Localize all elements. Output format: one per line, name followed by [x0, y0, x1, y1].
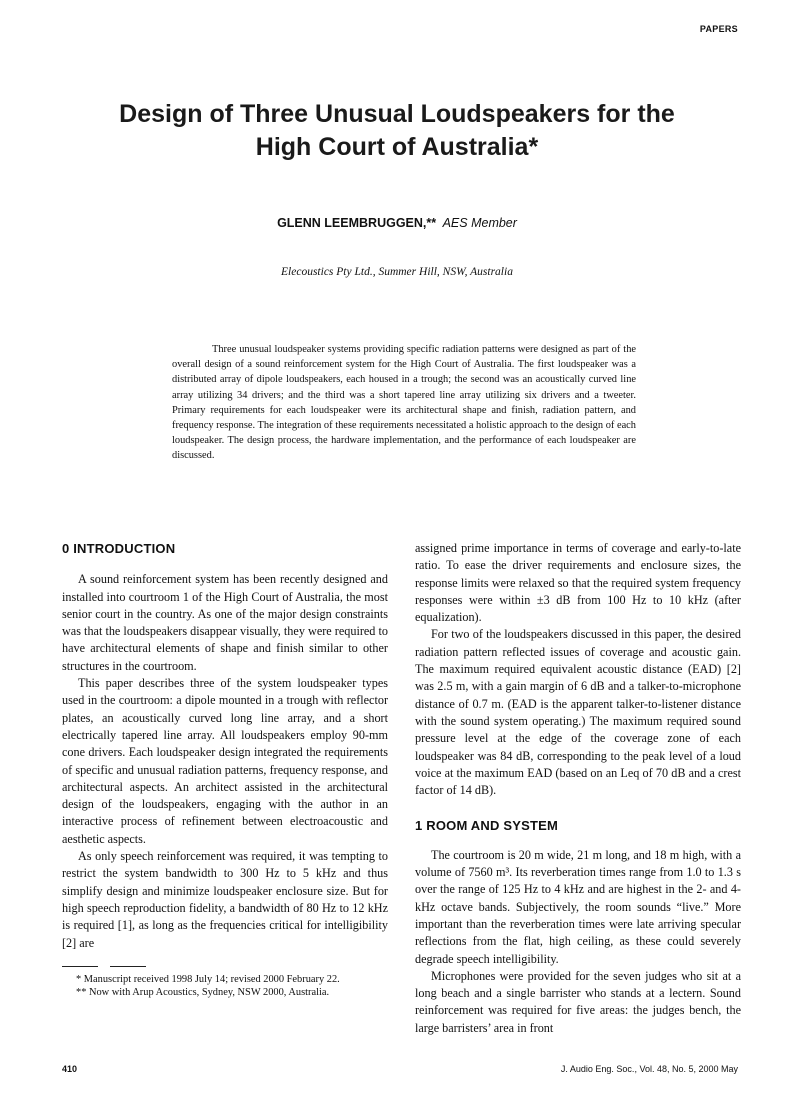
author-name: GLENN LEEMBRUGGEN,** [277, 216, 437, 230]
footnote-affiliation: ** Now with Arup Acoustics, Sydney, NSW 2000, Australia. [76, 986, 330, 998]
affiliation: Elecoustics Pty Ltd., Summer Hill, NSW, Australia [281, 266, 513, 278]
left-column [62, 540, 388, 999]
section-heading-room-and-system: 1 ROOM AND SYSTEM [415, 818, 559, 834]
body-paragraph: assigned prime importance in terms of coverage and early-to-late ratio. To ease the driver requirements and enclosure sizes, the response limits were relaxed so that the required system frequency responses were within ±3 dB from 100 Hz to 10 kHz (after equalization). [415, 541, 741, 625]
journal-citation: J. Audio Eng. Soc., Vol. 48, No. 5, 2000 May [560, 1064, 738, 1074]
author-membership: AES Member [442, 216, 517, 230]
footnote-manuscript: * Manuscript received 1998 July 14; revised 2000 February 22. [76, 973, 340, 985]
page-number: 410 [62, 1064, 78, 1074]
body-paragraph: The courtroom is 20 m wide, 21 m long, and 18 m high, with a volume of 7560 m³. Its reverberation times range from 1.0 to 1.3 s over the range of 125 Hz to 4 kHz and are highest in the 2- and 4-kHz octave bands. Subjectively, the room sounds “live.” More important than the reverberation times were late arriving specular reflections from the flat, high ceiling, as these could severely degrade speech intelligibility. [415, 847, 741, 966]
abstract: Three unusual loudspeaker systems providing specific radiation patterns were designed as part of the overall design of a sound reinforcement system for the High Court of Australia. The first loudspeaker was a distributed array of dipole loudspeakers, each housed in a trough; the second was an acoustically curved line array utilizing 34 drivers; and the third was a short tapered line array utilizing six drivers and a tweeter. Primary requirements for each loudspeaker were its architectural shape and finish, radiation pattern, and frequency response. The integration of these requirements necessitated a holistic approach to the design of each loudspeaker. The design process, the hardware implementation, and the performance of each loudspeaker are discussed. [172, 344, 636, 462]
body-paragraph: Microphones were provided for the seven judges who sit at a long beach and a single barrister who stands at a lectern. Sound reinforcement was required for five areas: the judges bench, the large barristers’ area in front [415, 968, 741, 1035]
paper-title-line-1: Design of Three Unusual Loudspeakers for the [119, 100, 675, 128]
body-paragraph: A sound reinforcement system has been recently designed and installed into courtroom 1 of the High Court of Australia, the most senior court in the country. As one of the major design constraints was that the loudspeakers disappear visually, they were required to have architectural elements of shape and finish similar to other structures in the courtroom. [62, 572, 388, 673]
footnotes [62, 973, 388, 999]
footnote-divider [62, 966, 152, 967]
running-head: PAPERS [699, 24, 738, 34]
paper-title-line-2: High Court of Australia* [255, 133, 539, 161]
section-heading-introduction: 0 INTRODUCTION [62, 541, 176, 556]
body-paragraph: For two of the loudspeakers discussed in this paper, the desired radiation pattern reflected issues of coverage and acoustic gain. The maximum required equivalent acoustic distance (EAD) [2] was 2.5 m, with a gain margin of 6 dB and a talker-to-microphone distance of 0.7 m. (EAD is the apparent talker-to-listener distance with the sound system operating.) The maximum required sound pressure level at the edge of the coverage zone of each loudspeaker was 84 dB, corresponding to the peak level of a loud voice at the maximum EAD (based on an Leq of 70 dB and a crest factor of 14 dB). [415, 627, 741, 798]
author-line [0, 216, 794, 230]
paper-title [60, 98, 734, 164]
body-paragraph: As only speech reinforcement was required, it was tempting to restrict the system bandwidth to 300 Hz to 5 kHz and thus simplify design and minimize loudspeaker enclosure size. But for high speech reproduction fidelity, a bandwidth of 80 Hz to 12 kHz is required [1], as long as the frequencies critical for intelligibility [2] are [62, 849, 388, 950]
right-column [415, 540, 741, 1037]
body-paragraph: This paper describes three of the system loudspeaker types used in the courtroom: a dipole mounted in a trough with reflector plates, an acoustically curved long line array, and a short electrically tapered line array. All loudspeakers employ 90-mm cone drivers. Each loudspeaker design integrated the requirements of specific and unusual radiation patterns, frequency response, and architectural aspects. An architect assisted in the architectural design of the loudspeakers, engaging with the author in an interactive process of refinement between electroacoustic and aesthetic aspects. [62, 676, 388, 846]
